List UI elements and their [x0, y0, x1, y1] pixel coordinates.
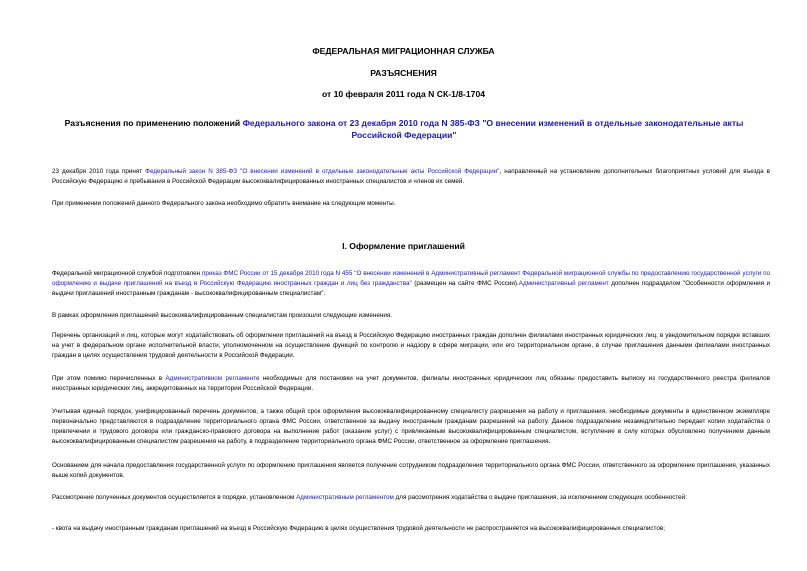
s1-p7-text-b: для рассмотрения ходатайства о выдаче приглашения, за исключением следующих особенностей: — [393, 494, 687, 501]
title-prefix: Разъяснения по применению положений — [64, 118, 243, 128]
intro-paragraph-2: При применении положений данного Федерального закона необходимо обратить внимание на следующие моменты. — [52, 200, 396, 207]
admin-regulation-link[interactable]: Административный регламент — [518, 280, 609, 287]
s1-p4-text-a: При этом помимо перечисленных в — [52, 375, 166, 382]
section-1-paragraph-4 — [52, 374, 770, 394]
intro-paragraph-1 — [52, 167, 770, 187]
section-1-paragraph-6: Основанием для начала предоставления государственной услуги по оформлению приглашения является получение сотрудником подразделения территориального органа ФМС России, ответственного за оформление приглашения, указанных выше копий документов. — [52, 462, 770, 479]
section-1-paragraph-7 — [52, 493, 770, 503]
s1-p7-text-a: Рассмотрение полученных документов осуществляется в порядке, установленном — [52, 494, 297, 501]
agency-heading: ФЕДЕРАЛЬНАЯ МИГРАЦИОННАЯ СЛУЖБА — [312, 46, 495, 56]
document-date-heading: от 10 февраля 2011 года N СК-1/8-1704 — [321, 89, 486, 99]
section-1-paragraph-5: Учитывая единый порядок, унифицированный перечень документов, а также общий срок оформления высококвалифицированному специалисту разрешения на работу и приглашения, необходимые документы в единственном экземпляре первоначально представляются в подразделение территориального органа ФМС России, ответственное за выдачу иностранным гражданам разрешений на работу. Данное подразделение незамедлительно передает копии ходатайства о привлечении и трудового договора или гражданско-правового договора на выполнение работ (оказание услуг) с привлекаемым высококвалифицированным специалистом, вступление в силу которых обусловлено получением данным высококвалифицированным специалистом разрешения на работу, в подразделение территориального органа ФМС России, ответственное за оформление приглашения. — [52, 408, 770, 445]
section-1-paragraph-3: Перечень организаций и лиц, которые могут ходатайствовать об оформлении приглашений на въезд в Российскую Федерацию иностранных граждан дополнен филиалами иностранных юридических лиц, в уведомительном порядке вставших на учет в федеральном органе исполнительной власти, уполномоченном на осуществление функций по контролю и надзору в сфере миграции, или его территориальном органе, в случае приглашения данными филиалами иностранных граждан в целях осуществления трудовой деятельности в Российской Федерации. — [52, 332, 770, 359]
admin-regulations-link[interactable]: Административным регламентом — [296, 494, 394, 501]
law-link[interactable]: Федерального закона от 23 декабря 2010 года N 385-ФЗ "О внесении изменений в отдельные законодательные акты Российской Федерации" — [242, 118, 744, 140]
admin-regulation-link-2[interactable]: Административном регламенте — [165, 375, 260, 382]
section-1-heading: I. Оформление приглашений — [342, 241, 465, 251]
s1-p1-text-c: дополнен подразделом "Особенности оформления и выдачи приглашений иностранным гражданам - высококвалифицированным специалистам". — [52, 280, 771, 297]
fms-order-link[interactable]: приказ ФМС России от 15 декабря 2010 года N 455 "О внесении изменений в Административный регламент Федеральной миграционной службы по предоставлению государственной услуги по оформлению и выдаче приглашений на въезд в Российскую Федерацию иностранных граждан и лиц без гражданства" — [52, 270, 770, 287]
document-title — [60, 117, 748, 141]
intro-p1-text-a: 23 декабря 2010 года принят — [52, 168, 146, 175]
section-1-paragraph-8: - квота на выдачу иностранным гражданам приглашений на въезд в Российскую Федерацию в целях осуществления трудовой деятельности не распространяется на высококвалифицированных специалистов; — [52, 525, 665, 532]
s1-p1-text-b: (размещен на сайте ФМС России). — [411, 280, 519, 287]
intro-p1-text-b: , направленный на установление дополнительных благоприятных условий для въезда в Российскую Федерацию и пребывания в Российской Федерации высококвалифицированных иностранных специалистов и членов их семей. — [52, 168, 770, 185]
s1-p1-text-a: Федеральной миграционной службой подготовлен — [52, 270, 202, 277]
federal-law-link[interactable]: Федеральный закон N 385-ФЗ "О внесении изменений в отдельные законодательные акты Российской Федерации" — [145, 168, 500, 175]
section-1-paragraph-2: В рамках оформления приглашений высококвалифицированным специалистам произошли следующие изменения. — [52, 312, 393, 319]
document-type-heading: РАЗЪЯСНЕНИЯ — [370, 68, 437, 78]
section-1-paragraph-1 — [52, 269, 770, 299]
s1-p4-text-b: необходимых для постановки на учет документов, филиалы иностранных юридических лиц обязаны предоставить выписку из государственного реестра филиалов иностранных юридических лиц, аккредитованных на территории Российской Федерации. — [52, 375, 770, 392]
